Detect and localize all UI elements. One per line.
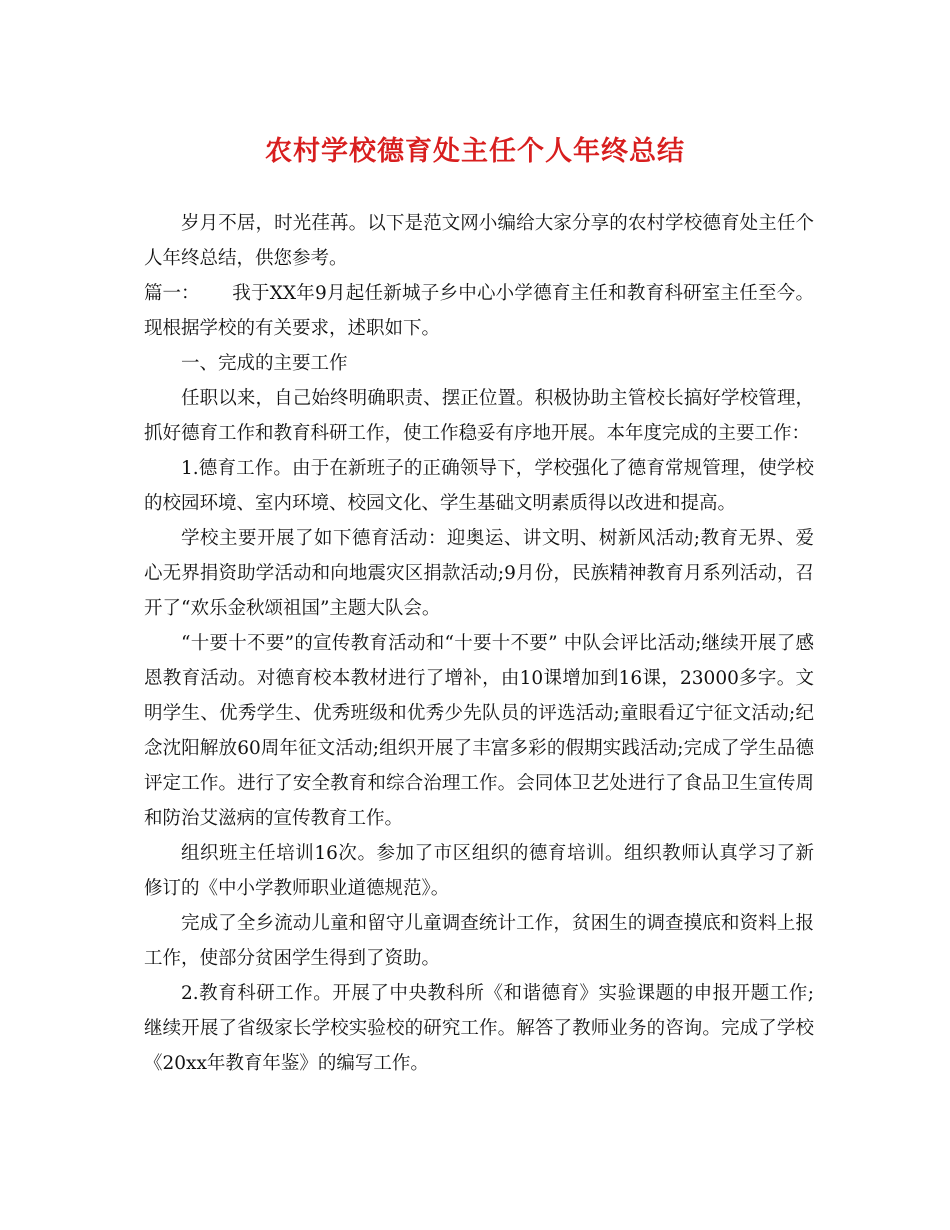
section-heading: 一、完成的主要工作	[181, 353, 348, 374]
body-paragraph: 完成了全乡流动儿童和留守儿童调查统计工作，贫困生的调查摸底和资料上报工作，使部分贫困学生得到了资助。	[144, 913, 814, 969]
body-paragraph: 组织班主任培训16次。参加了市区组织的德育培训。组织教师认真学习了新修订的《中小学教师职业道德规范》。	[144, 843, 814, 899]
part-label: 篇一：	[144, 283, 200, 304]
body-paragraph: 学校主要开展了如下德育活动：迎奥运、讲文明、树新风活动;教育无界、爱心无界捐资助学活动和向地震灾区捐款活动;9月份，民族精神教育月系列活动，召开了“欢乐金秋颂祖国”主题大队会。	[144, 528, 814, 619]
intro-paragraph: 岁月不居，时光荏苒。以下是范文网小编给大家分享的农村学校德育处主任个人年终总结，供您参考。	[144, 213, 814, 269]
body-paragraph: “十要十不要”的宣传教育活动和“十要十不要” 中队会评比活动;继续开展了感恩教育活动。对德育校本教材进行了增补，由10课增加到16课，23000多字。文明学生、优秀学生、优秀班级和优秀少先队员的评选活动;童眼看辽宁征文活动;纪念沈阳解放60周年征文活动;组织开展了丰富多彩的假期实践活动;完成了学生品德评定工作。进行了安全教育和综合治理工作。会同体卫艺处进行了食品卫生宣传周和防治艾滋病的宣传教育工作。	[144, 633, 814, 829]
document-body	[144, 206, 814, 1081]
document-title: 农村学校德育处主任个人年终总结	[265, 136, 685, 167]
body-paragraph: 任职以来，自己始终明确职责、摆正位置。积极协助主管校长搞好学校管理，抓好德育工作和教育科研工作，使工作稳妥有序地开展。本年度完成的主要工作：	[144, 388, 814, 444]
body-paragraph: 2.教育科研工作。开展了中央教科所《和谐德育》实验课题的申报开题工作;继续开展了省级家长学校实验校的研究工作。解答了教师业务的咨询。完成了学校《20xx年教育年鉴》的编写工作。	[144, 983, 814, 1074]
body-paragraph: 1.德育工作。由于在新班子的正确领导下，学校强化了德育常规管理，使学校的校园环境、室内环境、校园文化、学生基础文明素质得以改进和提高。	[144, 458, 814, 514]
part-text: 我于XX年9月起任新城子乡中心小学德育主任和教育科研室主任至今。现根据学校的有关要求，述职如下。	[144, 283, 814, 339]
part-one-paragraph	[144, 276, 814, 346]
